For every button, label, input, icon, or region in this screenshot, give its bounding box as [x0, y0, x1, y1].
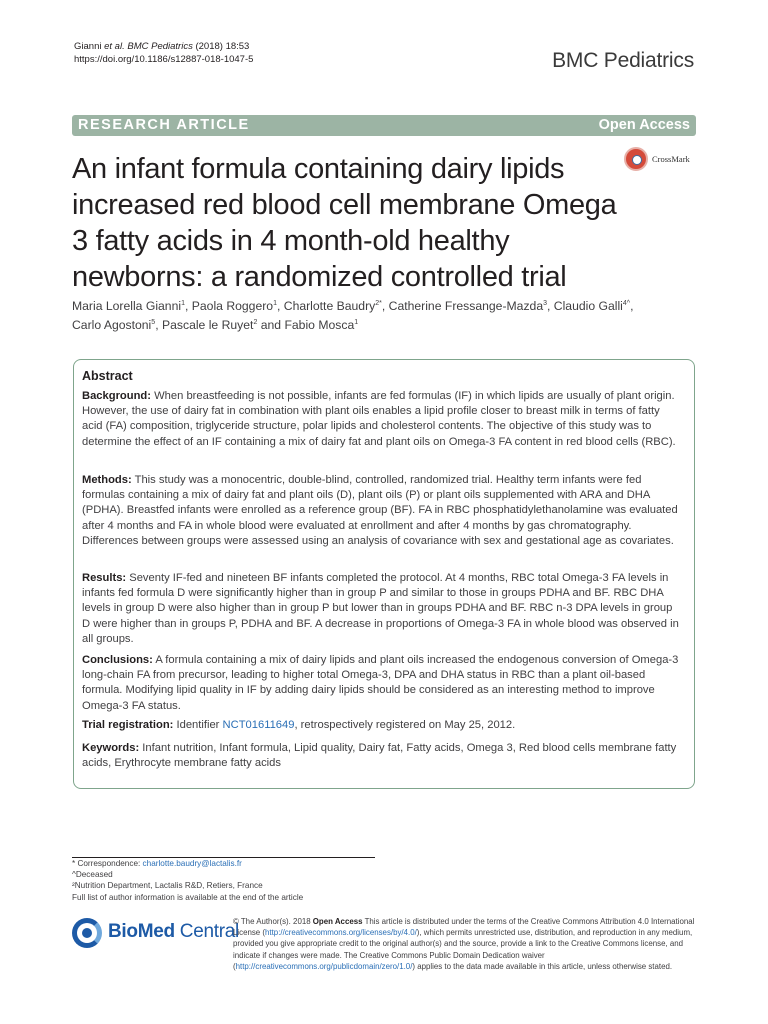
citation-line: [74, 40, 253, 53]
article-type-banner: [72, 115, 696, 136]
abstract-heading: Abstract: [82, 369, 133, 383]
author-name: Catherine Fressange-Mazda: [388, 299, 544, 313]
keywords-text: Infant nutrition, Infant formula, Lipid quality, Dairy fat, Fatty acids, Omega 3, Red blood cells membrane fatty acids, Erythrocyte membrane fatty acids: [82, 742, 677, 770]
author-name: Maria Lorella Gianni: [72, 299, 182, 313]
citation-authors: Gianni: [74, 41, 102, 52]
author-name: Claudio Galli: [553, 299, 623, 313]
author-affiliation-marker: 2: [253, 318, 258, 326]
biomed-central-wordmark: [108, 921, 239, 943]
open-access-label: Open Access: [598, 117, 690, 133]
author-list: [72, 297, 672, 335]
results-text: Seventy IF-fed and nineteen BF infants completed the protocol. At 4 months, RBC total Omega-3 FA levels in infants fed formula D were significantly higher than in group P and similar to those in groups PDHA and BF. RBC DHA levels in group D were also higher than in group P but lower than in groups PDHA and BF. RBC n-3 DPA levels in group D were higher than in groups P, PDHA and BF. A decrease in proportions of Omega-3 FA in whole blood was observed in all groups.: [82, 572, 679, 645]
author-name: Fabio Mosca: [284, 318, 355, 332]
conclusions-label: Conclusions:: [82, 654, 153, 666]
trial-label: Trial registration:: [82, 719, 174, 731]
citation-journal: BMC Pediatrics: [127, 41, 193, 52]
author-separator: ,: [276, 299, 284, 313]
abstract-conclusions: [82, 653, 682, 714]
journal-name: BMC Pediatrics: [552, 49, 694, 72]
trial-suffix: , retrospectively registered on May 25, 2012.: [294, 719, 516, 731]
citation-header: [74, 40, 253, 66]
author-separator: ,: [381, 299, 389, 313]
trial-id-link[interactable]: NCT01611649: [222, 719, 295, 731]
correspondence-email-link[interactable]: charlotte.baudry@lactalis.fr: [142, 859, 242, 868]
crossmark-icon: [624, 147, 648, 171]
keywords-label: Keywords:: [82, 742, 140, 754]
author-separator: ,: [184, 299, 192, 313]
logo-bold-text: BioMed: [108, 921, 175, 942]
conclusions-text: A formula containing a mix of dairy lipids and plant oils increased the endogenous conversion of Omega-3 long-chain FA from precursor, leading to higher total Omega-3, DPA and DHA status in RBC than a plant oil-based formula. Modifying lipid quality in IF by adding dairy lipids should be considered as an interesting method to improve Omega-3 FA status.: [82, 654, 679, 712]
author-name: Carlo Agostoni: [72, 318, 152, 332]
crossmark-label: CrossMark: [652, 154, 690, 164]
license-part-3: ) applies to the data made available in this article, unless otherwise stated.: [412, 961, 673, 971]
license-cc0-link[interactable]: http://creativecommons.org/publicdomain/zero/1.0/: [235, 961, 413, 971]
citation-year-issue: (2018) 18:53: [195, 41, 250, 52]
abstract-background: [82, 389, 682, 450]
background-label: Background:: [82, 390, 151, 402]
author-affiliation-marker: 1: [273, 299, 277, 307]
logo-regular-text: Central: [174, 921, 239, 942]
article-type: RESEARCH ARTICLE: [78, 117, 250, 133]
article-title: An infant formula containing dairy lipids increased red blood cell membrane Omega 3 fatty acids in 4 month-old healthy newborns: a randomized controlled trial: [72, 153, 617, 293]
author-affiliation-marker: 5: [151, 318, 156, 326]
author-separator: ,: [547, 299, 554, 313]
footnotes: [72, 858, 412, 903]
methods-label: Methods:: [82, 474, 132, 486]
biomed-central-swirl-icon: [72, 918, 102, 948]
methods-text: This study was a monocentric, double-blind, controlled, randomized trial. Healthy term infants were fed formulas containing a mix of dairy fat and plant oils (D), plant oils (P) or plant oils supplemented with ARA and DHA (PDHA). Breastfed infants were enrolled as a reference group (BF). FA in RBC phosphatidylethanolamine was evaluated after 4 months and FA in whole blood were evaluated at enrollment and after 4 months by gas chromatography. Differences between groups were assessed using an analysis of covariance with sex and gestational age as covariates.: [82, 474, 678, 547]
background-text: When breastfeeding is not possible, infants are fed formulas (IF) in which lipids are usually of plant origin. However, the use of dairy fat in combination with plant oils enables a lipid profile closer to breast milk in terms of fatty acid (FA) composition, triglyceride structure, polar lipids and cholesterol contents. The objective of this study was to determine the effect of an IF containing a mix of dairy fat and plant oils on Omega-3 FA content in red blood cells (RBC).: [82, 390, 676, 448]
license-part-1: This article is distributed under the terms of the Creative Commons Attribution 4.0 International License (: [233, 917, 695, 938]
abstract-methods: [82, 473, 682, 549]
citation-etal: et al.: [104, 41, 125, 52]
abstract-trial-registration: [82, 718, 682, 733]
author-affiliation-marker: 3: [543, 299, 547, 307]
author-name: Paola Roggero: [191, 299, 274, 313]
full-list-note: Full list of author information is available at the end of the article: [72, 892, 304, 902]
author-affiliation-marker: 1: [181, 299, 185, 307]
author-separator: ,: [155, 318, 162, 332]
license-cc-by-link[interactable]: http://creativecommons.org/licenses/by/4.0/: [265, 928, 417, 938]
author-affiliation-marker: 4^: [622, 299, 631, 307]
author-name: Pascale le Ruyet: [161, 318, 254, 332]
license-text: [233, 916, 698, 972]
license-part-2: ), which permits unrestricted use, distribution, and reproduction in any medium, provided you give appropriate credit to the original author(s) and the source, provide a link to the Creative Commons license, and indicate if changes were made. The Creative Commons Public Domain Dedication waiver (: [233, 928, 693, 971]
author-separator: ,: [630, 299, 634, 313]
license-copyright: © The Author(s). 2018: [233, 917, 313, 926]
biomed-central-logo: [72, 916, 239, 954]
crossmark-button[interactable]: [624, 147, 700, 173]
correspondence-label: * Correspondence:: [72, 859, 143, 868]
author-separator: and: [257, 318, 285, 332]
citation-etal-journal: [104, 41, 193, 52]
trial-prefix: Identifier: [173, 719, 223, 731]
author-affiliation-marker: 1: [354, 318, 359, 326]
license-open-access: Open Access: [312, 917, 363, 926]
author-affiliation-marker: 2*: [375, 299, 382, 307]
correspondence: [72, 858, 412, 869]
abstract-keywords: [82, 741, 682, 771]
affiliation-note: ²Nutrition Department, Lactalis R&D, Retiers, France: [72, 881, 263, 891]
author-name: Charlotte Baudry: [283, 299, 376, 313]
abstract-results: [82, 571, 682, 647]
results-label: Results:: [82, 572, 127, 584]
deceased-note: ^Deceased: [72, 870, 113, 880]
doi-link[interactable]: https://doi.org/10.1186/s12887-018-1047-5: [74, 54, 254, 65]
